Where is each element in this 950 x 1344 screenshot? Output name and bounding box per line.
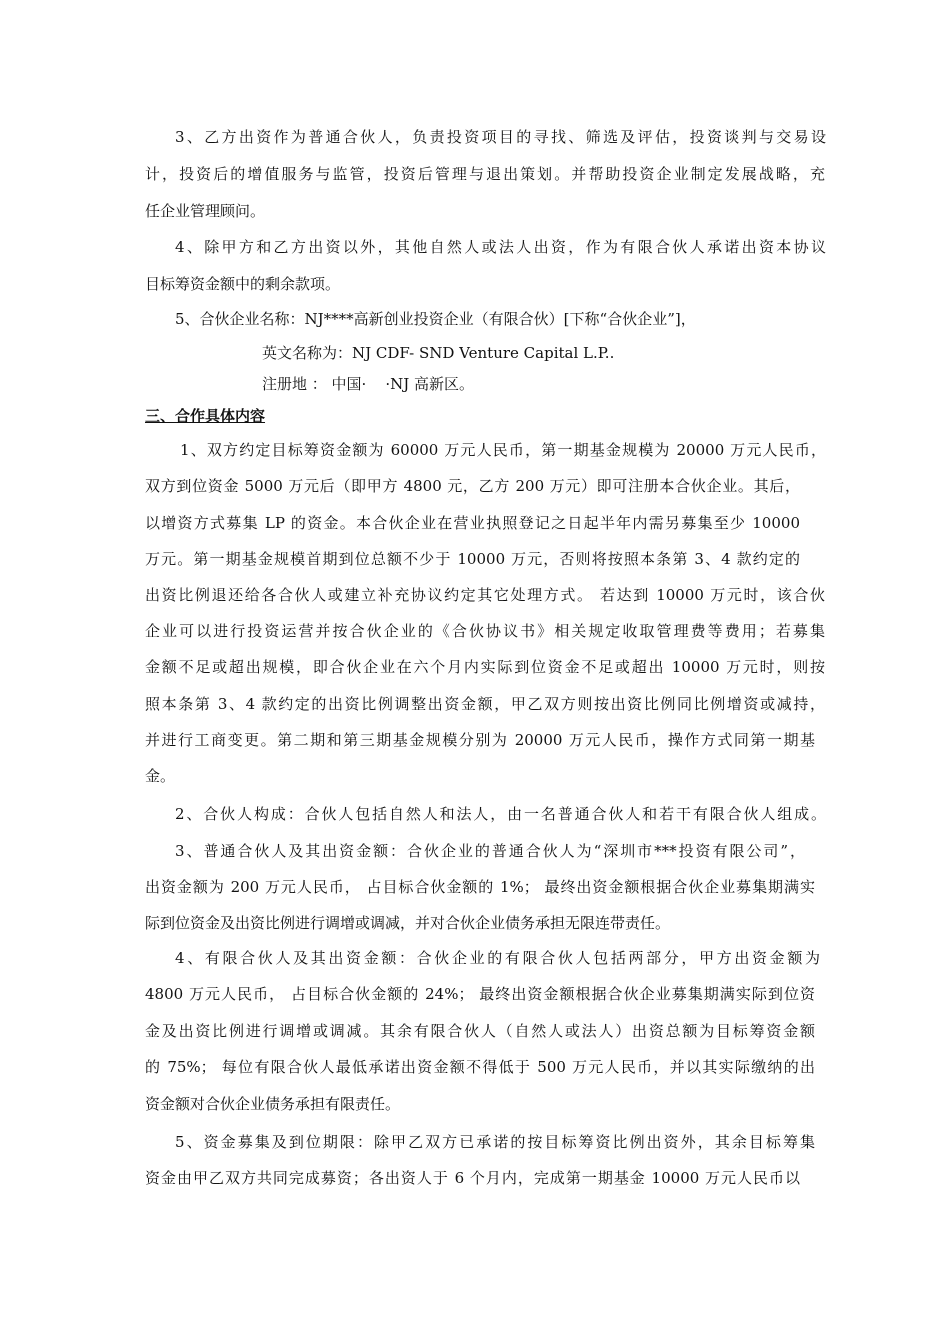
paragraph-line: 企业可以进行投资运营并按合伙企业的《合伙协议书》相关规定收取管理费等费用；若募集 [145,622,825,640]
paragraph-line: 金及出资比例进行调增或调减。其余有限合伙人（自然人或法人）出资总额为目标筹资金额 [145,1022,815,1040]
paragraph-line: 万元。第一期基金规模首期到位总额不少于 10000 万元，否则将按照本条第 3、4 款约定的 [145,550,800,568]
section-heading: 三、合作具体内容 [145,407,266,425]
paragraph-line: 目标筹资金额中的剩余款项。 [145,275,341,293]
paragraph-line: 的 75%； 每位有限合伙人最低承诺出资金额不得低于 500 万元人民币，并以其实际缴纳的出 [145,1058,815,1076]
registration-line: 注册地 ： 中国· ·NJ 高新区。 [262,375,475,393]
paragraph-line: 5、合伙企业名称：NJ****高新创业投资企业（有限合伙）[下称“合伙企业”]， [175,310,696,328]
paragraph-line: 出资比例退还给各合伙人或建立补充协议约定其它处理方式。 若达到 10000 万元时，该合伙 [145,586,825,604]
paragraph-line: 双方到位资金 5000 万元后（即甲方 4800 元，乙方 200 万元）即可注册本合伙企业。其后， [145,477,800,495]
paragraph-line: 2、合伙人构成：合伙人包括自然人和法人，由一名普通合伙人和若干有限合伙人组成。 [175,805,826,823]
paragraph-line: 4800 万元人民币， 占目标合伙金额的 24%； 最终出资金额根据合伙企业募集期满实际到位资 [145,985,815,1003]
paragraph-line: 5、资金募集及到位期限：除甲乙双方已承诺的按目标筹资比例出资外，其余目标筹集 [175,1133,815,1151]
paragraph-line: 4、除甲方和乙方出资以外，其他自然人或法人出资，作为有限合伙人承诺出资本协议 [175,238,826,256]
paragraph-line: 1、双方约定目标筹资金额为 60000 万元人民币，第一期基金规模为 20000 万元人民币， [180,441,826,459]
paragraph-line: 际到位资金及出资比例进行调增或调减，并对合伙企业债务承担无限连带责任。 [145,914,671,932]
paragraph-line: 4、有限合伙人及其出资金额：合伙企业的有限合伙人包括两部分，甲方出资金额为 [175,949,820,967]
paragraph-line: 任企业管理顾问。 [145,202,266,220]
paragraph-line: 资金由甲乙双方共同完成募资；各出资人于 6 个月内，完成第一期基金 10000 万元人民币以 [145,1169,800,1187]
paragraph-line: 3、普通合伙人及其出资金额：合伙企业的普通合伙人为“深圳市***投资有限公司”， [175,842,805,860]
paragraph-line: 照本条第 3、4 款约定的出资比例调整出资金额，甲乙双方则按出资比例同比例增资或减持， [145,695,825,713]
paragraph-line: 出资金额为 200 万元人民币， 占目标合伙金额的 1%； 最终出资金额根据合伙企业募集期满实 [145,878,815,896]
paragraph-line: 3、乙方出资作为普通合伙人，负责投资项目的寻找、筛选及评估，投资谈判与交易设 [175,128,826,146]
paragraph-line: 以增资方式募集 LP 的资金。本合伙企业在营业执照登记之日起半年内需另募集至少 10000 [145,514,800,532]
paragraph-line: 金额不足或超出规模，即合伙企业在六个月内实际到位资金不足或超出 10000 万元时，则按 [145,658,825,676]
english-name-line: 英文名称为：NJ CDF- SND Venture Capital L.P.. [262,344,615,362]
paragraph-line: 并进行工商变更。第二期和第三期基金规模分别为 20000 万元人民币，操作方式同第一期基 [145,731,815,749]
paragraph-line: 计，投资后的增值服务与监管，投资后管理与退出策划。并帮助投资企业制定发展战略，充 [145,165,825,183]
paragraph-line: 资金额对合伙企业债务承担有限责任。 [145,1095,401,1113]
paragraph-line: 金。 [145,767,176,785]
